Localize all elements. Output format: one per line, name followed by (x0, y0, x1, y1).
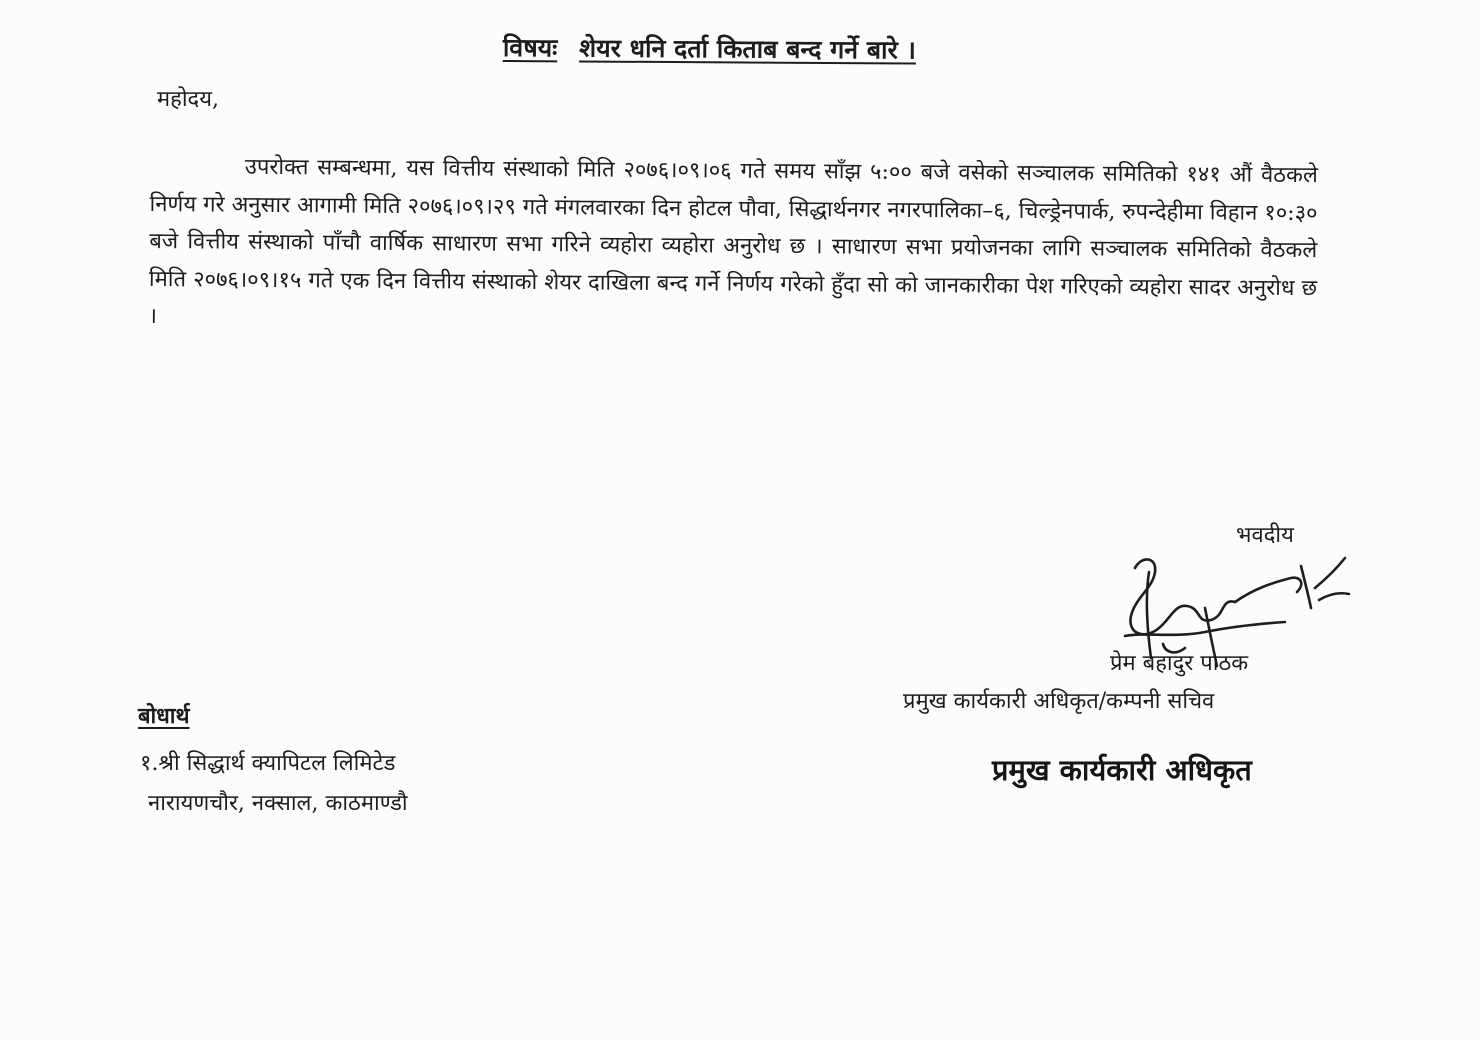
subject-label: विषयः (502, 32, 558, 63)
cc-heading: बोधार्थ (138, 703, 190, 729)
subject-text: शेयर धनि दर्ता किताब बन्द गर्ने बारे । (579, 33, 917, 65)
signer-name: प्रेम बहादुर पाठक (1110, 651, 1249, 676)
cc-list (140, 744, 408, 824)
list-item (140, 744, 408, 824)
letter-body: उपरोक्त सम्बन्धमा, यस वित्तीय संस्थाको मिति २०७६।०९।०६ गते समय साँझ ५:०० बजे वसेको सञ्चालक समितिको १४१ औं वैठकले निर्णय गरे अनुसार आगामी मिति २०७६।०९।२९ गते मंगलवारका दिन होटल पौवा, सिद्धार्थनगर नगरपालिका–६, चिल्ड्रेनपार्क, रुपन्देहीमा विहान १०:३० बजे वित्तीय संस्थाको पाँचौ वार्षिक साधारण सभा गरिने व्यहोरा व्यहोरा अनुरोध छ । साधारण सभा प्रयोजनका लागि सञ्चालक समितिको वैठकले मिति २०७६।०९।१५ गते एक दिन वित्तीय संस्थाको शेयर दाखिला बन्द गर्ने निर्णय गरेको हुँदा सो को जानकारीका पेश गरिएको व्यहोरा सादर अनुरोध छ । (148, 154, 1318, 330)
cc-recipient-name: १.श्री सिद्धार्थ क्यापिटल लिमिटेड (140, 751, 396, 776)
signer-title: प्रमुख कार्यकारी अधिकृत/कम्पनी सचिव (903, 689, 1215, 714)
official-stamp: प्रमुख कार्यकारी अधिकृत (992, 753, 1252, 787)
closing: भवदीय (1236, 523, 1294, 548)
subject-line (503, 28, 916, 71)
cc-recipient-address: नारायणचौर, नक्साल, काठमाण्डौ (148, 791, 408, 816)
salutation: महोदय, (157, 87, 219, 112)
